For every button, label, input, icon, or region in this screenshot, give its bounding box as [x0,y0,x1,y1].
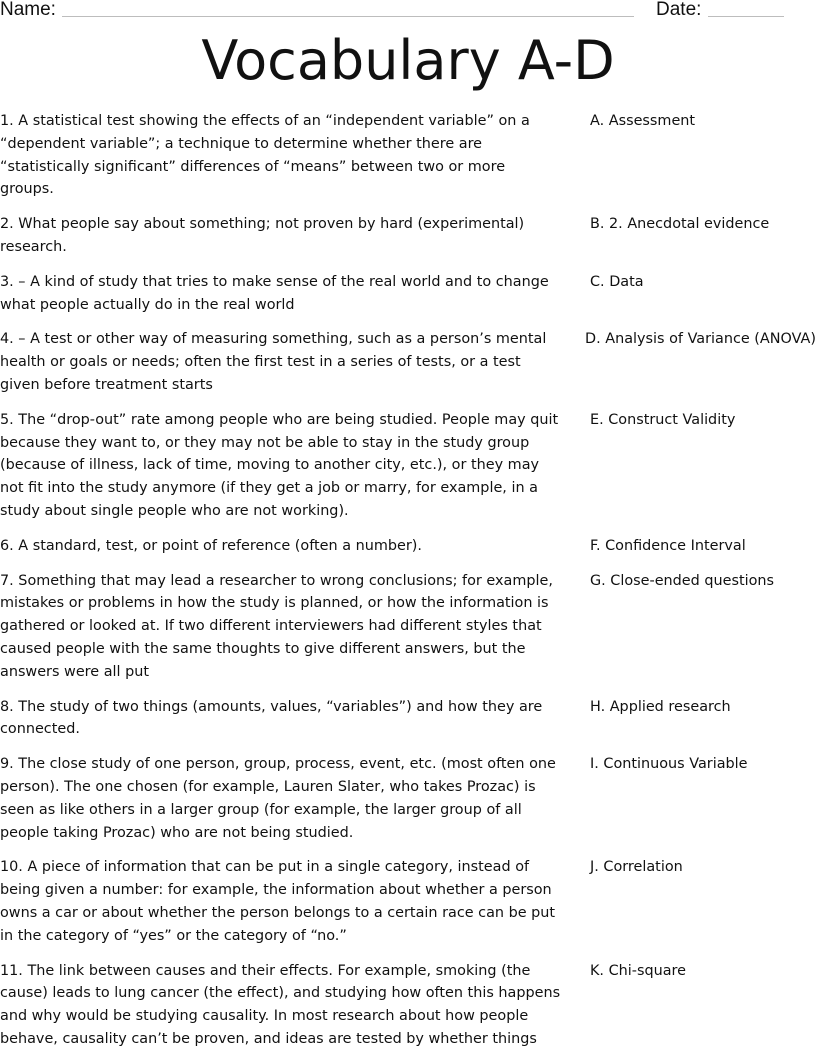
clue-text: 9. The close study of one person, group, process, event, etc. (most often one person). The one chosen (for example, Lauren Slater, who takes Prozac) is seen as like others in a larger group (for example, the larger group of all people taking Prozac) who are not being studied. [0,756,556,841]
list-item [0,856,816,947]
term-text: H. Applied research [590,698,731,715]
header [0,0,816,24]
date-label: Date: [656,0,702,20]
clue-text: 7. Something that may lead a researcher to wrong conclusions; for example, mistakes or problems in how the study is planned, or how the information is gathered or looked at. If two different interviewers had different styles that caused people with the same thoughts to give different answers, but the answers were all put [0,572,553,680]
clue-text: 3. – A kind of study that tries to make sense of the real world and to change what people actually do in the real world [0,273,549,313]
term-text: D. Analysis of Variance (ANOVA) [585,331,816,348]
list-item [0,110,816,201]
list-item [0,535,816,558]
date-blank-line [708,16,784,17]
clue-text: 8. The study of two things (amounts, values, “variables”) and how they are connected. [0,698,543,738]
list-item [0,328,816,396]
name-blank-line [62,16,634,17]
term-text: G. Close-ended questions [590,572,775,589]
term-text: J. Correlation [590,859,683,876]
term-text: B. 2. Anecdotal evidence [590,216,770,233]
term-text: I. Continuous Variable [590,756,748,773]
term-text: E. Construct Validity [590,411,736,428]
vocabulary-list [0,110,816,1063]
list-item [0,753,816,844]
clue-text: 2. What people say about something; not proven by hard (experimental) research. [0,216,525,255]
page-title: Vocabulary A-D [201,29,615,92]
clue-text: 1. A statistical test showing the effects of an “independent variable” on a “dependent variable”; a technique to determine whether there are “statistically significant” differences of “means” between two or more groups. [0,113,530,198]
clue-text: 4. – A test or other way of measuring something, such as a person’s mental health or goals or needs; often the first test in a series of tests, or a test given before treatment starts [0,331,547,393]
clue-text: 11. The link between causes and their effects. For example, smoking (the cause) leads to lung cancer (the effect), and studying how often this happens and why would be studying causality. In most research about how people behave, causality can’t be proven, and ideas are tested by whether things [0,962,561,1047]
clue-text: 6. A standard, test, or point of reference (often a number). [0,537,422,554]
list-item [0,696,816,742]
list-item [0,213,816,259]
list-item [0,960,816,1051]
list-item [0,271,816,317]
list-item [0,409,816,523]
clue-text: 10. A piece of information that can be put in a single category, instead of being given a number: for example, the information about whether a person owns a car or about whether the person belongs to a certain race can be put in the category of “yes” or the category of “no.” [0,859,556,944]
term-text: K. Chi-square [590,962,686,979]
term-text: A. Assessment [590,113,696,129]
name-label: Name: [0,0,56,20]
term-text: F. Confidence Interval [590,537,746,554]
list-item [0,570,816,684]
clue-text: 5. The “drop-out” rate among people who are being studied. People may quit because they want to, or they may not be able to stay in the study group (because of illness, lack of time, moving to another city, etc.), or they may not fit into the study anymore (if they get a job or marry, for example, in a study about single people who are not working). [0,411,559,519]
term-text: C. Data [590,273,644,290]
